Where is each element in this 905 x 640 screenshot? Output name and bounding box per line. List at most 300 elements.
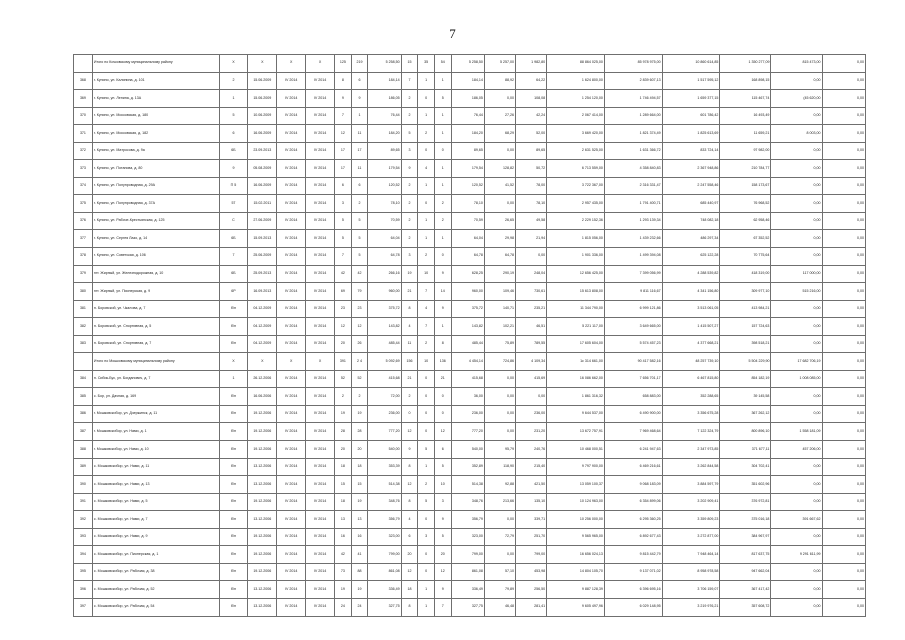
value-cell: 4 109,34 (516, 353, 547, 371)
row-number-cell: 386 (74, 405, 93, 423)
value-cell: 0 (418, 370, 435, 388)
value-cell: 9 (401, 160, 418, 178)
value-cell: 391 (335, 353, 352, 371)
value-cell: 64,04 (451, 230, 484, 248)
value-cell: 1 (351, 107, 368, 125)
value-cell: 157 724,63 (720, 318, 771, 336)
value-cell: 0,00 (822, 230, 865, 248)
value-cell: 1 (418, 72, 435, 90)
value-cell: 109,46 (484, 283, 515, 301)
row-number-cell: 379 (74, 265, 93, 283)
subtotal-row (74, 55, 866, 73)
value-cell: 15.06.2009 (248, 72, 277, 90)
table-row (74, 441, 866, 459)
value-cell: 0,00 (771, 493, 822, 511)
value-cell: 256,50 (516, 581, 547, 599)
value-cell: 5 504 229,90 (720, 353, 771, 371)
value-cell: 0 (401, 405, 418, 423)
value-cell: 353,39 (368, 458, 401, 476)
value-cell: 16 (335, 528, 352, 546)
value-cell: 5 574 457,23 (604, 335, 662, 353)
value-cell: 52 (335, 370, 352, 388)
value-cell: 1 (219, 90, 248, 108)
value-cell: 658 883,00 (604, 388, 662, 406)
value-cell: 8 958 978,58 (662, 563, 720, 581)
row-number-cell: 375 (74, 195, 93, 213)
value-cell: 1 624 800,00 (547, 72, 605, 90)
value-cell: 0,00 (822, 125, 865, 143)
address-cell: г. Мошковскобор, ул. Нами, д. 1 (92, 423, 219, 441)
value-cell: 0,00 (822, 546, 865, 564)
value-cell: 384 967,97 (720, 528, 771, 546)
value-cell: 75,89 (484, 335, 515, 353)
row-number-cell: 374 (74, 177, 93, 195)
value-cell: X (219, 55, 248, 73)
value-cell: 0,00 (771, 72, 822, 90)
value-cell: 41 (351, 546, 368, 564)
value-cell: 72,00 (368, 388, 401, 406)
value-cell: 117 000,00 (771, 265, 822, 283)
value-cell: 12 (434, 423, 451, 441)
value-cell: 13.12.2006 (248, 581, 277, 599)
value-cell: 1 (418, 212, 435, 230)
value-cell: 861,08 (451, 563, 484, 581)
value-cell: 2 (335, 388, 352, 406)
value-cell: 68,29 (484, 125, 515, 143)
value-cell: 0 (418, 90, 435, 108)
value-cell: IV 2014 (277, 581, 306, 599)
value-cell: 685 440,97 (662, 195, 720, 213)
value-cell: 2 367 948,86 (662, 160, 720, 178)
value-cell: 0,00 (771, 458, 822, 476)
table-row (74, 546, 866, 564)
value-cell: 108,08 (516, 90, 547, 108)
value-cell: 19 (401, 265, 418, 283)
value-cell: 336,49 (368, 581, 401, 599)
value-cell: 179,54 (368, 160, 401, 178)
value-cell: 0,00 (484, 546, 515, 564)
value-cell: IV 2014 (306, 160, 335, 178)
value-cell: 16.06.2009 (248, 177, 277, 195)
value-cell: б/н (219, 335, 248, 353)
value-cell: 9 (434, 581, 451, 599)
value-cell: 64,78 (368, 248, 401, 266)
value-cell: 14 804 105,70 (547, 563, 605, 581)
value-cell: 336,49 (451, 581, 484, 599)
value-cell: 3 359 809,23 (662, 511, 720, 529)
value-cell: 24 (351, 598, 368, 616)
table-row (74, 581, 866, 599)
value-cell: 1с 314 661,00 (547, 353, 605, 371)
value-cell: 9 (335, 90, 352, 108)
address-cell: с. Мошковскобор, ул. Нами, д. 5 (92, 493, 219, 511)
value-cell: б/н (219, 476, 248, 494)
value-cell: 10 256 000,00 (547, 511, 605, 529)
value-cell: 0 (434, 388, 451, 406)
value-cell: 9 644 537,00 (547, 405, 605, 423)
value-cell: 9 (434, 300, 451, 318)
address-cell: п. Боровской, ул. Спортивная, д. 7 (92, 335, 219, 353)
value-cell: 89,65 (368, 142, 401, 160)
value-cell: 6 (434, 441, 451, 459)
value-cell: 1 008 085,00 (771, 370, 822, 388)
value-cell: 398 518,21 (720, 335, 771, 353)
row-number-cell: 396 (74, 581, 93, 599)
value-cell: 540,00 (451, 441, 484, 459)
value-cell: 97 982,00 (720, 142, 771, 160)
value-cell: 0,00 (771, 581, 822, 599)
value-cell: 0,00 (771, 335, 822, 353)
value-cell: 12 656 425,00 (547, 265, 605, 283)
value-cell: 7 (418, 283, 435, 301)
value-cell: 7 (335, 248, 352, 266)
value-cell: 1 517 595,12 (662, 72, 720, 90)
value-cell: 21,94 (516, 230, 547, 248)
table-row (74, 458, 866, 476)
value-cell: 64,04 (368, 230, 401, 248)
value-cell: 5 (335, 230, 352, 248)
value-cell: X (306, 55, 335, 73)
value-cell: 1 (434, 72, 451, 90)
value-cell: 6Б (219, 265, 248, 283)
address-cell: пгт. Жирный, ул. Пионерская, д. 9 (92, 283, 219, 301)
housing-table (73, 54, 866, 617)
value-cell: 5 (434, 90, 451, 108)
row-number-cell: 393 (74, 528, 93, 546)
table-row (74, 90, 866, 108)
value-cell: 69 (335, 283, 352, 301)
value-cell: 2 247 558,46 (662, 177, 720, 195)
value-cell: 0 (418, 142, 435, 160)
value-cell: 5 (351, 230, 368, 248)
value-cell: 184,14 (368, 72, 401, 90)
value-cell: 7 969 468,64 (604, 423, 662, 441)
value-cell: 12 (401, 563, 418, 581)
row-number-cell: 373 (74, 160, 93, 178)
row-number-cell: 395 (74, 563, 93, 581)
value-cell: 15 (401, 55, 418, 73)
value-cell: 625 122,28 (662, 248, 720, 266)
value-cell: IV 2014 (277, 511, 306, 529)
value-cell: 323,00 (368, 528, 401, 546)
value-cell: 9 (351, 90, 368, 108)
row-number-cell: 377 (74, 230, 93, 248)
value-cell: IV 2014 (306, 212, 335, 230)
value-cell: 375 016,18 (720, 511, 771, 529)
value-cell: 26.12.2006 (248, 370, 277, 388)
value-cell: 128,82 (484, 160, 515, 178)
value-cell: 54 (434, 55, 451, 73)
value-cell: IV 2014 (306, 458, 335, 476)
value-cell: 9 797 900,00 (547, 458, 605, 476)
value-cell: 0 (434, 405, 451, 423)
value-cell: 0,00 (822, 370, 865, 388)
value-cell: 0,00 (822, 563, 865, 581)
table-row (74, 528, 866, 546)
value-cell: 0,00 (771, 476, 822, 494)
value-cell: 3 (401, 142, 418, 160)
value-cell: б/н (219, 423, 248, 441)
value-cell: 3 649 665,00 (604, 318, 662, 336)
address-cell: г. Купино, ул. Московская, д. 180 (92, 107, 219, 125)
value-cell: 27.06.2009 (248, 212, 277, 230)
value-cell: 62 958,46 (720, 212, 771, 230)
address-cell: с. Мошковскобор, ул. Нами, д. 13 (92, 476, 219, 494)
value-cell: 2 (418, 125, 435, 143)
value-cell: 2 (418, 476, 435, 494)
value-cell: 1 (434, 177, 451, 195)
value-cell: 0,00 (822, 195, 865, 213)
value-cell: 0,00 (822, 55, 865, 73)
value-cell: IV 2014 (306, 283, 335, 301)
value-cell: 6 999 121,86 (604, 300, 662, 318)
value-cell: 15 (335, 476, 352, 494)
value-cell: IV 2014 (306, 72, 335, 90)
value-cell: IV 2014 (277, 195, 306, 213)
value-cell: 2 631 525,00 (547, 142, 605, 160)
value-cell: 6 892 677,43 (604, 528, 662, 546)
value-cell: 854 182,19 (720, 370, 771, 388)
value-cell: 4 288 539,82 (662, 265, 720, 283)
value-cell: 0,00 (822, 160, 865, 178)
value-cell: 4 454,14 (451, 353, 484, 371)
value-cell: 28 (335, 423, 352, 441)
value-cell: 7 (418, 318, 435, 336)
value-cell: 78,10 (516, 195, 547, 213)
value-cell: IV 2014 (277, 160, 306, 178)
table-row (74, 72, 866, 90)
value-cell: 76,44 (368, 107, 401, 125)
value-cell: 2 (401, 388, 418, 406)
value-cell: 1 (434, 318, 451, 336)
value-cell: 3 884 597,79 (662, 476, 720, 494)
value-cell: 17 682 706,19 (771, 353, 822, 371)
value-cell: IV 2014 (277, 528, 306, 546)
value-cell: IV 2014 (306, 195, 335, 213)
value-cell: 7 (401, 72, 418, 90)
row-number-cell: 370 (74, 107, 93, 125)
address-cell: с. Мошковскобор, ул. Нами, д. 9 (92, 528, 219, 546)
value-cell: 351 602,96 (720, 476, 771, 494)
value-cell: 27,26 (484, 107, 515, 125)
value-cell: 947 662,04 (720, 563, 771, 581)
value-cell: 5 (335, 212, 352, 230)
value-cell: 186,05 (451, 90, 484, 108)
value-cell: 50,72 (516, 160, 547, 178)
value-cell: 0,00 (484, 423, 515, 441)
value-cell: 20 (434, 546, 451, 564)
value-cell: 210 784,77 (720, 160, 771, 178)
table-row (74, 370, 866, 388)
value-cell: 0,00 (822, 212, 865, 230)
row-number-cell: 381 (74, 300, 93, 318)
value-cell: 339,71 (516, 511, 547, 529)
value-cell: IV 2014 (277, 248, 306, 266)
value-cell: 78,10 (451, 195, 484, 213)
value-cell: 352,89 (451, 458, 484, 476)
value-cell: IV 2014 (277, 283, 306, 301)
value-cell: 9 068 183,09 (604, 476, 662, 494)
value-cell: IV 2014 (306, 423, 335, 441)
value-cell: 13.12.2006 (248, 598, 277, 616)
value-cell: 0,00 (771, 598, 822, 616)
value-cell: IV 2014 (277, 441, 306, 459)
value-cell: IV 2014 (306, 300, 335, 318)
value-cell: 2 (401, 230, 418, 248)
value-cell: 15.06.2009 (248, 90, 277, 108)
value-cell: 799,00 (368, 546, 401, 564)
value-cell: 5 092,69 (368, 353, 401, 371)
value-cell: 960,00 (368, 283, 401, 301)
address-cell: с. Мошковскобор, ул. Нами, д. 7 (92, 511, 219, 529)
value-cell: 12 (434, 563, 451, 581)
value-cell: 6 (351, 177, 368, 195)
value-cell: 12 (401, 423, 418, 441)
value-cell: 0 (418, 195, 435, 213)
value-cell: 861,08 (368, 563, 401, 581)
row-number-cell: 388 (74, 441, 93, 459)
address-cell: г. Купино, ул. Полупроводная, д. 29А (92, 177, 219, 195)
value-cell: 88,92 (484, 72, 515, 90)
value-cell: 13 672 757,91 (547, 423, 605, 441)
value-cell: 10 124 963,00 (547, 493, 605, 511)
value-cell: 10 468 000,51 (547, 441, 605, 459)
value-cell: 140,71 (484, 300, 515, 318)
value-cell: 6 241 947,63 (604, 441, 662, 459)
value-cell: 1 746 494,57 (604, 90, 662, 108)
value-cell: X (277, 55, 306, 73)
value-cell: 168 898,15 (720, 72, 771, 90)
value-cell: 20 (351, 441, 368, 459)
value-cell: 2 957 435,00 (547, 195, 605, 213)
value-cell: 57 (219, 195, 248, 213)
value-cell: 0,00 (771, 248, 822, 266)
value-cell: 19.12.2006 (248, 441, 277, 459)
address-cell: п. Боровской, ул. Спортивная, д. 5 (92, 318, 219, 336)
address-cell: г. Купино, ул. Сергея Лазо, д. 14 (92, 230, 219, 248)
value-cell: 0,00 (822, 107, 865, 125)
value-cell: 3 706 159,07 (662, 581, 720, 599)
value-cell: б/н (219, 318, 248, 336)
value-cell: 371 677,11 (720, 441, 771, 459)
value-cell: 11 (351, 160, 368, 178)
value-cell: 601 786,42 (662, 107, 720, 125)
address-cell: г. Купино, ул. Рабоче-Крестьянская, д. 125 (92, 212, 219, 230)
value-cell: 20 (401, 546, 418, 564)
value-cell: 833 724,14 (662, 142, 720, 160)
value-cell: 418 319,00 (720, 265, 771, 283)
value-cell: 21 (401, 370, 418, 388)
value-cell: 0,00 (822, 405, 865, 423)
address-cell: Итого по Кочковскому муниципальному району (92, 55, 219, 73)
value-cell: 0,00 (484, 370, 515, 388)
value-cell: IV 2014 (306, 230, 335, 248)
value-cell: 2 4 (351, 353, 368, 371)
table-row (74, 230, 866, 248)
address-cell: п. Сибик-Бус, ул. Богданович, д. 7 (92, 370, 219, 388)
page-number: 7 (449, 26, 456, 41)
address-cell: г. Купино, ул. Ленина, д. 13А (92, 90, 219, 108)
value-cell: IV 2014 (277, 370, 306, 388)
value-cell: 8 (401, 300, 418, 318)
table-row (74, 405, 866, 423)
value-cell: 8 003,00 (771, 125, 822, 143)
value-cell: 514,38 (368, 476, 401, 494)
value-cell: 15 (351, 476, 368, 494)
value-cell: 789,55 (516, 335, 547, 353)
value-cell: 281,41 (516, 598, 547, 616)
value-cell: 1 791 400,71 (604, 195, 662, 213)
value-cell: 12 (401, 476, 418, 494)
value-cell: 0,00 (822, 441, 865, 459)
value-cell: 6 (219, 125, 248, 143)
value-cell: 6 029 148,95 (604, 598, 662, 616)
value-cell: б/н (219, 546, 248, 564)
value-cell: 5 (434, 528, 451, 546)
value-cell: 15.09.2013 (248, 230, 277, 248)
value-cell: 115 467,74 (720, 90, 771, 108)
value-cell: 0,00 (484, 388, 515, 406)
row-number-cell: 372 (74, 142, 93, 160)
value-cell: 0,00 (822, 90, 865, 108)
value-cell: 7 399 056,99 (604, 265, 662, 283)
value-cell: 304 702,41 (720, 458, 771, 476)
value-cell: 7 122 324,79 (662, 423, 720, 441)
value-cell: 5 (418, 493, 435, 511)
value-cell: 327,75 (451, 598, 484, 616)
value-cell: 3 356 675,28 (662, 405, 720, 423)
value-cell: 8 (335, 72, 352, 90)
value-cell: 375,72 (451, 300, 484, 318)
value-cell: X (248, 55, 277, 73)
value-cell: 79,89 (484, 581, 515, 599)
table-row (74, 142, 866, 160)
value-cell: 19 (335, 405, 352, 423)
value-cell: 236,00 (516, 405, 547, 423)
value-cell: 415,68 (451, 370, 484, 388)
row-number-cell: 385 (74, 388, 93, 406)
value-cell: 10 (434, 476, 451, 494)
value-cell: 4 (401, 318, 418, 336)
value-cell: 1 (418, 598, 435, 616)
value-cell: 0,00 (771, 563, 822, 581)
value-cell: 19 (335, 581, 352, 599)
row-number-cell (74, 353, 93, 371)
value-cell: IV 2014 (277, 458, 306, 476)
value-cell: 28 (351, 423, 368, 441)
value-cell: 21 (401, 283, 418, 301)
value-cell: 76,44 (451, 107, 484, 125)
value-cell: 19.12.2006 (248, 405, 277, 423)
value-cell: 7 948 464,14 (662, 546, 720, 564)
value-cell: 1 659 377,15 (662, 90, 720, 108)
value-cell: 248,04 (516, 265, 547, 283)
value-cell: 11 659,21 (720, 125, 771, 143)
value-cell: 20 (335, 441, 352, 459)
value-cell: IV 2014 (277, 300, 306, 318)
value-cell: 18 (351, 458, 368, 476)
value-cell: 3 513 061,05 (662, 300, 720, 318)
value-cell: IV 2014 (277, 107, 306, 125)
value-cell: 46,48 (484, 598, 515, 616)
value-cell: IV 2014 (306, 318, 335, 336)
value-cell: б/н (219, 441, 248, 459)
value-cell: 158 173,67 (720, 177, 771, 195)
value-cell: 6 295 360,25 (604, 511, 662, 529)
value-cell: 15 613 808,00 (547, 283, 605, 301)
value-cell: 73 (335, 563, 352, 581)
value-cell: 2 (418, 335, 435, 353)
